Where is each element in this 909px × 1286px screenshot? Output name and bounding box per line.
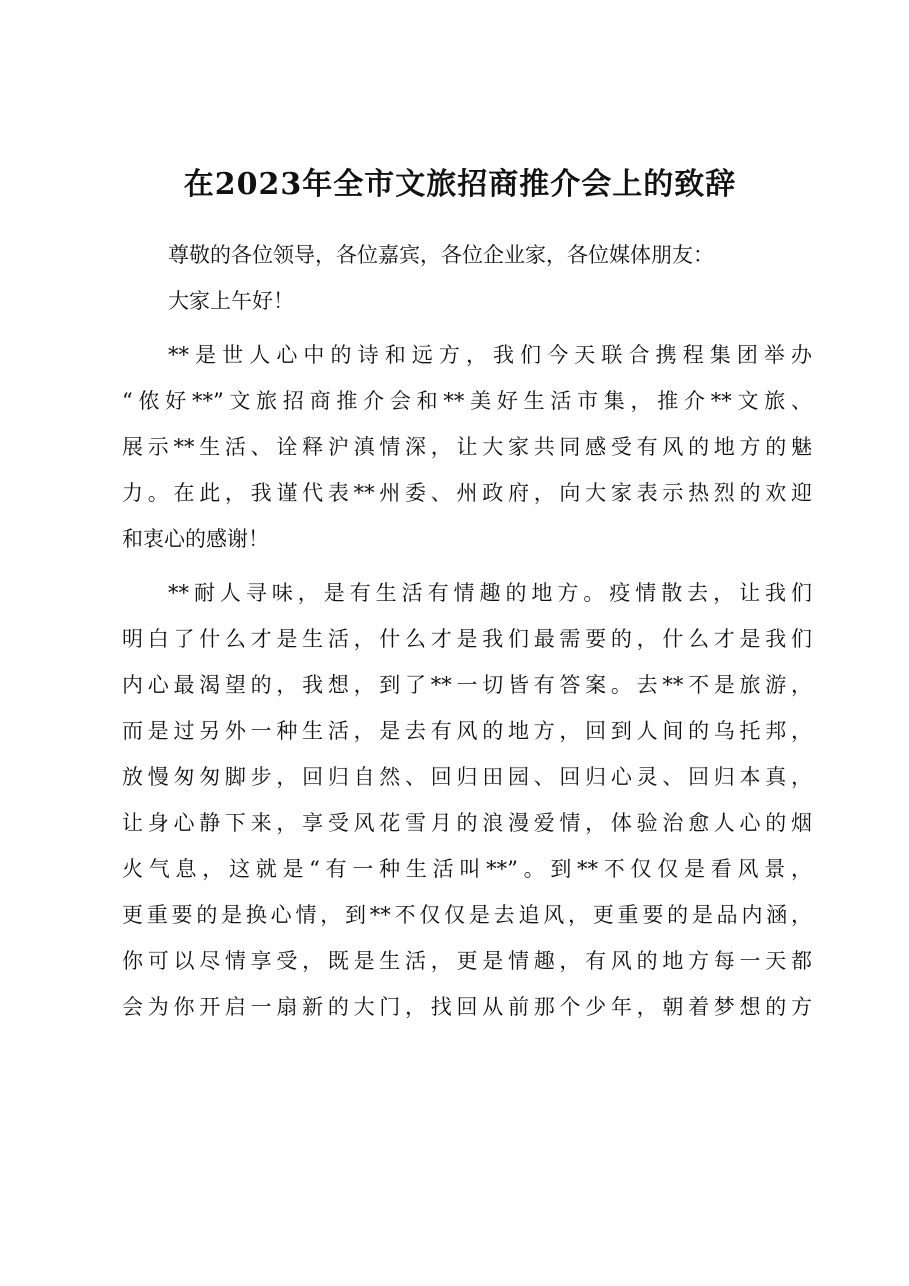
paragraph-line: 力。在此，我谨代表**州委、州政府，向大家表示热烈的欢迎: [122, 481, 812, 505]
paragraph-line: 和衷心的感谢！: [122, 527, 269, 551]
paragraph-line: 内心最渴望的，我想，到了**一切皆有答案。去**不是旅游，: [122, 673, 812, 697]
paragraph-line: 你可以尽情享受，既是生活，更是情趣，有风的地方每一天都: [122, 949, 812, 973]
paragraph-line: 明白了什么才是生活，什么才是我们最需要的，什么才是我们: [122, 627, 812, 651]
greeting-line: 大家上午好！: [168, 289, 294, 313]
paragraph-line: 火气息，这就是“有一种生活叫**”。到**不仅仅是看风景，: [122, 857, 812, 881]
paragraph-line: **是世人心中的诗和远方，我们今天联合携程集团举办: [168, 343, 812, 367]
paragraph-line: **耐人寻味，是有生活有情趣的地方。疫情散去，让我们: [168, 581, 812, 605]
document-body: [122, 232, 812, 1030]
document-title: 在2023年全市文旅招商推介会上的致辞: [183, 167, 737, 202]
paragraph-line: “侬好**”文旅招商推介会和**美好生活市集，推介**文旅、: [122, 389, 812, 413]
paragraph-line: 而是过另外一种生活，是去有风的地方，回到人间的乌托邦，: [122, 719, 812, 743]
paragraph-line: 会为你开启一扇新的大门，找回从前那个少年，朝着梦想的方: [122, 995, 812, 1019]
paragraph-line: 放慢匆匆脚步，回归自然、回归田园、回归心灵、回归本真，: [122, 765, 812, 789]
paragraph-line: 展示**生活、诠释沪滇情深，让大家共同感受有风的地方的魅: [122, 435, 812, 459]
salutation-line: 尊敬的各位领导，各位嘉宾，各位企业家，各位媒体朋友：: [168, 243, 714, 267]
paragraph-line: 更重要的是换心情，到**不仅仅是去追风，更重要的是品内涵，: [122, 903, 812, 927]
paragraph-line: 让身心静下来，享受风花雪月的浪漫爱情，体验治愈人心的烟: [122, 811, 812, 835]
